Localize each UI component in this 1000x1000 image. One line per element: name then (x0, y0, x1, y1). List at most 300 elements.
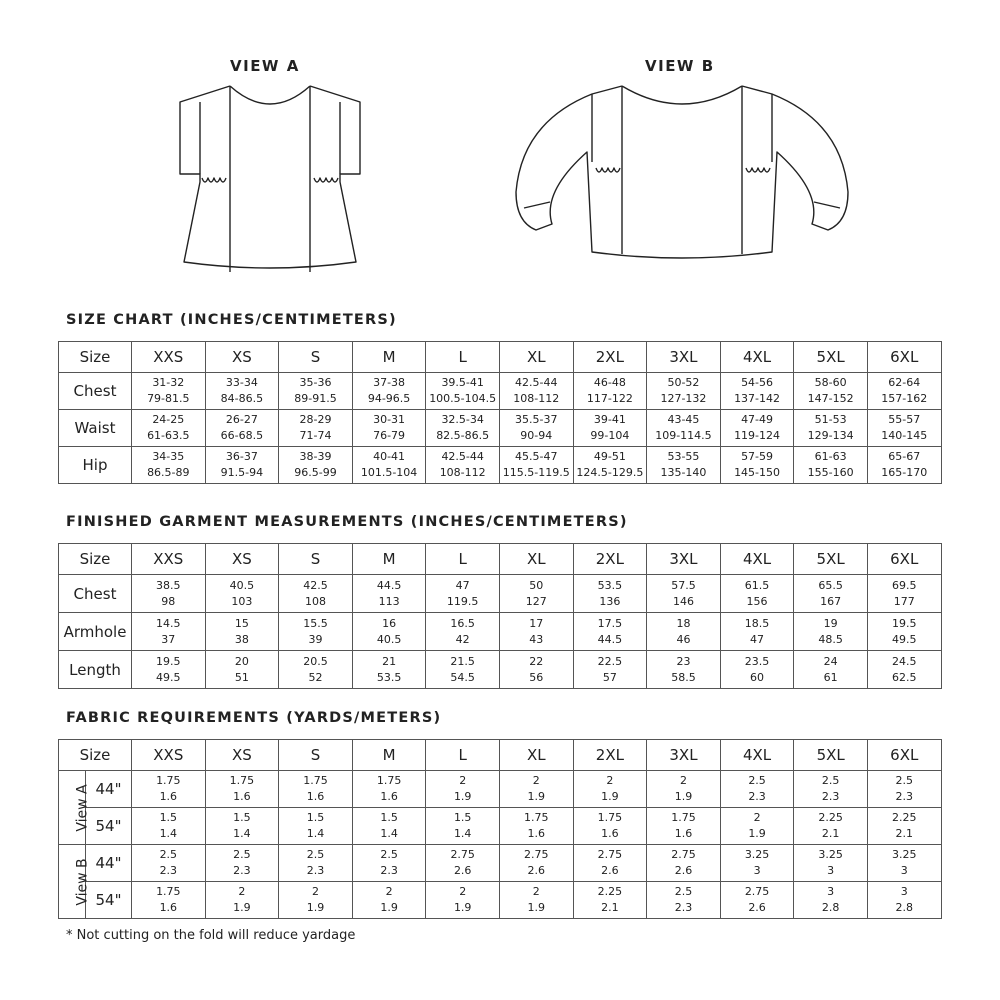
value-cell (499, 808, 573, 845)
metric-value: 1.6 (674, 827, 693, 840)
value-cell (279, 845, 353, 882)
metric-value: 1.6 (527, 827, 546, 840)
imperial-value: 40.5 (229, 578, 255, 592)
imperial-value: 2.25 (597, 885, 623, 898)
value-cell (867, 808, 941, 845)
imperial-value: 61.5 (744, 578, 770, 592)
value-cell (426, 575, 500, 613)
imperial-value: 50-52 (667, 376, 700, 389)
value-cell (720, 651, 794, 689)
metric-value: 99-104 (590, 429, 630, 442)
size-col: 2XL (573, 740, 647, 771)
metric-value: 1.6 (159, 790, 178, 803)
metric-value: 101.5-104 (360, 466, 418, 479)
value-cell (352, 575, 426, 613)
metric-value: 43 (529, 632, 544, 646)
imperial-value: 3 (827, 885, 835, 898)
table-row (59, 447, 942, 484)
value-cell (573, 771, 647, 808)
metric-value: 2.6 (601, 864, 619, 877)
metric-value: 1.9 (674, 790, 693, 803)
metric-value: 79-81.5 (147, 392, 190, 405)
metric-value: 100.5-104.5 (429, 392, 497, 405)
value-cell (867, 410, 941, 447)
value-cell (426, 882, 500, 919)
value-cell (132, 882, 206, 919)
imperial-value: 39.5-41 (441, 376, 484, 389)
metric-value: 84-86.5 (220, 392, 264, 405)
size-col: 4XL (720, 740, 794, 771)
value-cell (132, 575, 206, 613)
imperial-value: 20.5 (303, 654, 328, 668)
metric-value: 109-114.5 (655, 429, 712, 442)
metric-value: 58.5 (671, 670, 696, 684)
value-cell (132, 447, 206, 484)
size-col: 2XL (573, 544, 647, 575)
metric-value: 1.4 (380, 827, 398, 840)
fabric-width: 54" (86, 882, 132, 919)
size-col: XL (499, 544, 573, 575)
value-cell (352, 651, 426, 689)
imperial-value: 37-38 (373, 376, 406, 389)
value-cell (794, 447, 868, 484)
size-chart-body (59, 373, 942, 484)
value-cell (132, 845, 206, 882)
metric-value: 1.6 (380, 790, 398, 803)
imperial-value: 22 (529, 654, 544, 668)
size-chart-title: SIZE CHART (INCHES/CENTIMETERS) (66, 312, 397, 328)
value-cell (426, 808, 500, 845)
metric-value: 145-150 (734, 466, 781, 479)
imperial-value: 17.5 (597, 616, 623, 630)
metric-value: 91.5-94 (220, 466, 264, 479)
imperial-value: 1.75 (229, 774, 255, 787)
imperial-value: 2.75 (671, 848, 696, 861)
imperial-value: 42.5-44 (441, 450, 484, 463)
finished-header-row (59, 544, 942, 575)
row-label: Hip (59, 447, 132, 484)
size-col: L (426, 342, 500, 373)
metric-value: 1.9 (601, 790, 619, 803)
size-col: XXS (132, 342, 206, 373)
metric-value: 1.4 (306, 827, 325, 840)
value-cell (205, 410, 279, 447)
value-cell (867, 373, 941, 410)
metric-value: 1.9 (527, 790, 546, 803)
imperial-value: 20 (234, 654, 249, 668)
value-cell (794, 373, 868, 410)
value-cell (794, 651, 868, 689)
size-col: 3XL (647, 342, 721, 373)
metric-value: 1.9 (306, 901, 325, 914)
size-col: XL (499, 740, 573, 771)
metric-value: 1.4 (453, 827, 472, 840)
row-label: Armhole (59, 613, 132, 651)
size-col: XXS (132, 544, 206, 575)
value-cell (647, 771, 721, 808)
row-label: Waist (59, 410, 132, 447)
metric-value: 2.1 (601, 901, 619, 914)
imperial-value: 44.5 (376, 578, 402, 592)
metric-value: 61 (823, 670, 838, 684)
metric-value: 2.8 (821, 901, 840, 914)
table-row (59, 845, 942, 882)
metric-value: 108-112 (439, 466, 486, 479)
imperial-value: 23 (676, 654, 691, 668)
value-cell (205, 373, 279, 410)
view-b-illustration (512, 82, 852, 267)
imperial-value: 2.5 (821, 774, 840, 787)
imperial-value: 43-45 (667, 413, 700, 426)
size-col: S (279, 342, 353, 373)
imperial-value: 23.5 (744, 654, 770, 668)
value-cell (499, 651, 573, 689)
imperial-value: 35.5-37 (515, 413, 558, 426)
imperial-value: 2 (459, 885, 467, 898)
size-col: 3XL (647, 544, 721, 575)
imperial-value: 2.25 (818, 811, 843, 824)
imperial-value: 46-48 (593, 376, 626, 389)
metric-value: 60 (750, 670, 765, 684)
value-cell (573, 845, 647, 882)
imperial-value: 1.5 (453, 811, 472, 824)
value-cell (794, 808, 868, 845)
value-cell (573, 651, 647, 689)
imperial-value: 2.5 (233, 848, 251, 861)
value-cell (205, 651, 279, 689)
metric-value: 2.3 (895, 790, 913, 803)
metric-value: 124.5-129.5 (576, 466, 644, 479)
metric-value: 2.8 (895, 901, 913, 914)
metric-value: 2.3 (821, 790, 840, 803)
fabric-header-row (59, 740, 942, 771)
fabric-width: 44" (86, 845, 132, 882)
value-cell (499, 613, 573, 651)
metric-value: 53.5 (376, 670, 402, 684)
metric-value: 127-132 (660, 392, 707, 405)
imperial-value: 30-31 (373, 413, 406, 426)
imperial-value: 19.5 (156, 654, 181, 668)
metric-value: 1.9 (453, 790, 472, 803)
value-cell (205, 613, 279, 651)
fabric-width: 54" (86, 808, 132, 845)
metric-value: 1.9 (527, 901, 546, 914)
view-group-label (59, 771, 91, 845)
imperial-value: 38.5 (156, 578, 181, 592)
value-cell (279, 882, 353, 919)
value-cell (279, 771, 353, 808)
value-cell (132, 771, 206, 808)
value-cell (647, 373, 721, 410)
value-cell (499, 373, 573, 410)
imperial-value: 3 (900, 885, 908, 898)
size-col: S (279, 740, 353, 771)
fabric-body (59, 771, 942, 919)
value-cell (279, 613, 353, 651)
finished-title: FINISHED GARMENT MEASUREMENTS (INCHES/CENTIMETERS) (66, 514, 628, 530)
imperial-value: 1.5 (380, 811, 398, 824)
row-label: Chest (59, 575, 132, 613)
value-cell (426, 613, 500, 651)
value-cell (499, 771, 573, 808)
value-cell (279, 410, 353, 447)
value-cell (205, 447, 279, 484)
metric-value: 2.3 (674, 901, 693, 914)
table-row (59, 808, 942, 845)
row-label: Length (59, 651, 132, 689)
size-col: 5XL (794, 544, 868, 575)
metric-value: 155-160 (807, 466, 854, 479)
metric-value: 129-134 (807, 429, 854, 442)
imperial-value: 2 (385, 885, 393, 898)
metric-value: 103 (231, 594, 253, 608)
imperial-value: 1.75 (597, 811, 623, 824)
imperial-value: 39-41 (593, 413, 626, 426)
view-label: View A (74, 783, 91, 832)
metric-value: 3 (827, 864, 835, 877)
imperial-value: 31-32 (152, 376, 185, 389)
value-cell (205, 808, 279, 845)
imperial-value: 21 (382, 654, 397, 668)
metric-value: 127 (525, 594, 547, 608)
value-cell (794, 771, 868, 808)
imperial-value: 19 (823, 616, 838, 630)
imperial-value: 3.25 (818, 848, 843, 861)
imperial-value: 1.75 (303, 774, 328, 787)
metric-value: 66-68.5 (220, 429, 264, 442)
metric-value: 2.1 (821, 827, 840, 840)
value-cell (132, 808, 206, 845)
table-row (59, 410, 942, 447)
value-cell (352, 447, 426, 484)
metric-value: 1.6 (233, 790, 251, 803)
imperial-value: 57-59 (741, 450, 774, 463)
value-cell (573, 808, 647, 845)
imperial-value: 19.5 (891, 616, 917, 630)
value-cell (867, 845, 941, 882)
value-cell (352, 882, 426, 919)
metric-value: 49.5 (156, 670, 181, 684)
imperial-value: 2.5 (895, 774, 913, 787)
size-chart-header-row (59, 342, 942, 373)
imperial-value: 2.75 (744, 885, 770, 898)
imperial-value: 54-56 (741, 376, 774, 389)
metric-value: 147-152 (807, 392, 854, 405)
metric-value: 61-63.5 (147, 429, 190, 442)
metric-value: 38 (234, 632, 249, 646)
metric-value: 2.6 (748, 901, 766, 914)
row-label: Chest (59, 373, 132, 410)
size-col: 6XL (867, 544, 941, 575)
imperial-value: 2.75 (450, 848, 475, 861)
value-cell (794, 613, 868, 651)
value-cell (573, 373, 647, 410)
value-cell (720, 575, 794, 613)
metric-value: 2.3 (380, 864, 398, 877)
metric-value: 90-94 (520, 429, 553, 442)
value-cell (426, 373, 500, 410)
metric-value: 94-96.5 (367, 392, 411, 405)
imperial-value: 2 (532, 774, 540, 787)
value-cell (205, 882, 279, 919)
imperial-value: 18.5 (744, 616, 770, 630)
imperial-value: 61-63 (814, 450, 847, 463)
value-cell (499, 845, 573, 882)
metric-value: 1.4 (159, 827, 178, 840)
imperial-value: 26-27 (225, 413, 258, 426)
size-col: XS (205, 544, 279, 575)
imperial-value: 2 (606, 774, 614, 787)
size-col: 6XL (867, 740, 941, 771)
metric-value: 1.6 (306, 790, 325, 803)
value-cell (647, 575, 721, 613)
value-cell (279, 808, 353, 845)
imperial-value: 3.25 (892, 848, 917, 861)
value-cell (867, 882, 941, 919)
table-row (59, 771, 942, 808)
value-cell (499, 410, 573, 447)
metric-value: 98 (161, 594, 176, 608)
imperial-value: 38-39 (299, 450, 332, 463)
imperial-value: 17 (529, 616, 544, 630)
view-b-title: VIEW B (645, 57, 715, 75)
metric-value: 136 (599, 594, 621, 608)
view-a-title: VIEW A (230, 57, 300, 75)
metric-value: 57 (602, 670, 617, 684)
metric-value: 2.6 (453, 864, 472, 877)
metric-value: 1.6 (601, 827, 619, 840)
imperial-value: 2 (753, 811, 761, 824)
metric-value: 2.6 (674, 864, 693, 877)
value-cell (647, 447, 721, 484)
size-col: L (426, 544, 500, 575)
metric-value: 156 (746, 594, 768, 608)
metric-value: 2.1 (895, 827, 913, 840)
metric-value: 47 (750, 632, 765, 646)
value-cell (352, 373, 426, 410)
value-cell (647, 845, 721, 882)
value-cell (794, 845, 868, 882)
size-col: 4XL (720, 342, 794, 373)
value-cell (720, 613, 794, 651)
value-cell (573, 410, 647, 447)
metric-value: 1.4 (233, 827, 251, 840)
view-label: View B (74, 857, 91, 906)
value-cell (279, 575, 353, 613)
metric-value: 1.9 (380, 901, 398, 914)
imperial-value: 1.75 (156, 885, 181, 898)
imperial-value: 2.5 (380, 848, 398, 861)
metric-value: 44.5 (597, 632, 623, 646)
value-cell (352, 771, 426, 808)
imperial-value: 40-41 (373, 450, 406, 463)
metric-value: 137-142 (734, 392, 781, 405)
metric-value: 52 (308, 670, 323, 684)
imperial-value: 2 (312, 885, 319, 898)
value-cell (205, 575, 279, 613)
imperial-value: 2.75 (524, 848, 549, 861)
metric-value: 3 (900, 864, 908, 877)
value-cell (647, 410, 721, 447)
value-cell (279, 373, 353, 410)
metric-value: 177 (893, 594, 915, 608)
metric-value: 42 (455, 632, 470, 646)
imperial-value: 2.5 (306, 848, 325, 861)
imperial-value: 62-64 (888, 376, 921, 389)
metric-value: 82.5-86.5 (436, 429, 490, 442)
value-cell (426, 845, 500, 882)
value-cell (647, 882, 721, 919)
value-cell (132, 651, 206, 689)
metric-value: 119-124 (734, 429, 781, 442)
metric-value: 2.6 (527, 864, 546, 877)
imperial-value: 2.5 (674, 885, 693, 898)
size-col: M (352, 342, 426, 373)
imperial-value: 16 (382, 616, 397, 630)
imperial-value: 51-53 (814, 413, 847, 426)
value-cell (352, 808, 426, 845)
metric-value: 1.9 (233, 901, 251, 914)
size-col: XS (205, 342, 279, 373)
imperial-value: 2 (238, 885, 246, 898)
imperial-value: 34-35 (152, 450, 185, 463)
metric-value: 115.5-119.5 (502, 466, 570, 479)
table-row (59, 882, 942, 919)
size-col: 2XL (573, 342, 647, 373)
value-cell (573, 882, 647, 919)
value-cell (132, 410, 206, 447)
metric-value: 54.5 (450, 670, 475, 684)
imperial-value: 53.5 (597, 578, 623, 592)
value-cell (794, 575, 868, 613)
imperial-value: 33-34 (225, 376, 258, 389)
metric-value: 165-170 (881, 466, 928, 479)
fabric-table (58, 739, 942, 919)
imperial-value: 36-37 (225, 450, 258, 463)
imperial-value: 3.25 (744, 848, 770, 861)
metric-value: 146 (672, 594, 694, 608)
imperial-value: 65.5 (818, 578, 843, 592)
table-row (59, 613, 942, 651)
size-col: XS (205, 740, 279, 771)
imperial-value: 47 (455, 578, 470, 592)
metric-value: 86.5-89 (147, 466, 190, 479)
value-cell (426, 447, 500, 484)
value-cell (720, 845, 794, 882)
size-col: 4XL (720, 544, 794, 575)
value-cell (499, 447, 573, 484)
imperial-value: 24 (823, 654, 838, 668)
imperial-value: 55-57 (888, 413, 921, 426)
size-chart-table (58, 341, 942, 484)
imperial-value: 15.5 (303, 616, 328, 630)
imperial-value: 49-51 (593, 450, 626, 463)
size-label: Size (59, 342, 132, 373)
imperial-value: 18 (676, 616, 691, 630)
imperial-value: 21.5 (450, 654, 475, 668)
value-cell (279, 447, 353, 484)
value-cell (647, 651, 721, 689)
value-cell (499, 882, 573, 919)
metric-value: 96.5-99 (294, 466, 337, 479)
value-cell (279, 651, 353, 689)
value-cell (720, 808, 794, 845)
value-cell (720, 771, 794, 808)
metric-value: 89-91.5 (294, 392, 337, 405)
imperial-value: 1.75 (376, 774, 402, 787)
value-cell (426, 771, 500, 808)
imperial-value: 2.5 (159, 848, 178, 861)
